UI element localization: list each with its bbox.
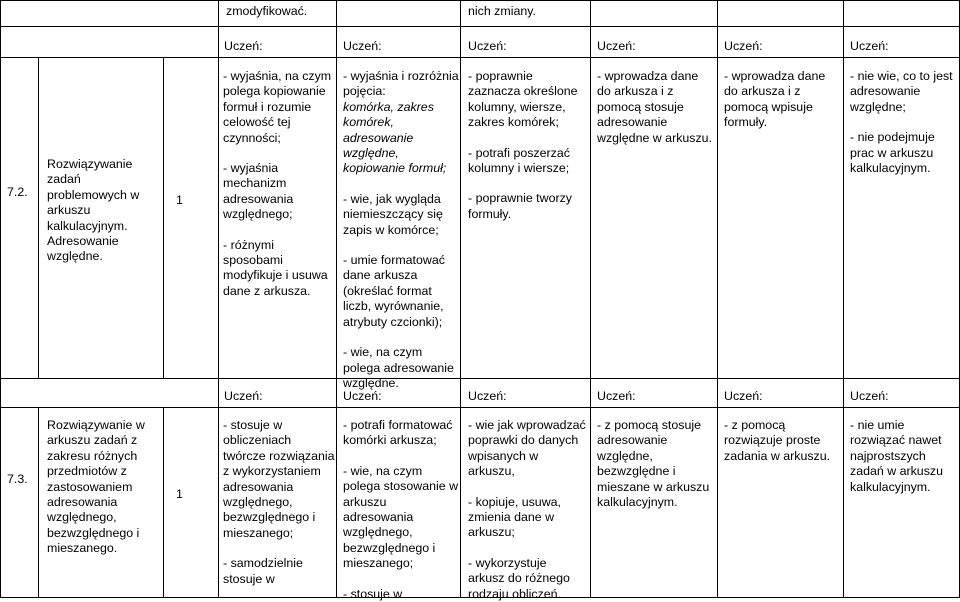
col-divider	[163, 407, 164, 598]
row-divider	[0, 407, 960, 408]
header-student: Uczeń:	[850, 39, 889, 53]
header-student: Uczeń:	[224, 389, 263, 403]
col-divider	[336, 0, 337, 598]
col-divider	[163, 57, 164, 378]
cell-paragraph: - umie formatować dane arkusza (określać format liczb, wyrównanie, atrybuty czcionki);	[343, 253, 445, 329]
cell-paragraph: - wykorzystuje arkusz do różnego rodzaju obliczeń.	[468, 555, 570, 601]
col-divider	[717, 0, 718, 598]
col-divider	[38, 57, 39, 378]
header-student: Uczeń:	[343, 389, 382, 403]
cell-paragraph: - wprowadza dane do arkusza i z pomocą wpisuje formuły.	[724, 69, 826, 130]
cell-paragraph: - wyjaśnia mechanizm adresowania względnego;	[223, 161, 294, 222]
row-divider	[0, 378, 960, 379]
row-divider	[0, 26, 960, 27]
cell-paragraph: - różnymi sposobami modyfikuje i usuwa dane z arkusza.	[223, 237, 328, 298]
header-student: Uczeń:	[597, 39, 636, 53]
cell-paragraph: - nie umie rozwiązać nawet najprostszych zadań w arkuszu kalkulacyjnym.	[850, 418, 943, 494]
row-number: 7.2.	[7, 185, 28, 199]
cell-col-f	[850, 69, 956, 176]
cell-paragraph: - samodzielnie stosuje w	[223, 556, 303, 586]
cell-paragraph: - wyjaśnia i rozróżnia pojęcia:	[343, 69, 459, 99]
cell-col-a	[223, 418, 335, 587]
top-row-text: nich zmiany.	[468, 4, 536, 18]
header-student: Uczeń:	[597, 389, 636, 403]
row-topic: Rozwiązywanie zadań problemowych w arkuszu kalkulacyjnym. Adresowanie względne.	[47, 157, 140, 264]
row-number: 7.3.	[7, 472, 28, 486]
cell-paragraph-italic: komórka, zakres komórek, adresowanie względne, kopiowanie formuł;	[343, 99, 447, 176]
header-student: Uczeń:	[724, 389, 763, 403]
row-hours: 1	[176, 487, 183, 501]
header-student: Uczeń:	[468, 389, 507, 403]
cell-paragraph: - z pomocą rozwiązuje proste zadania w arkuszu.	[724, 418, 831, 463]
header-student: Uczeń:	[850, 389, 889, 403]
cell-paragraph: - kopiuje, usuwa, zmienia dane w arkuszu;	[468, 494, 561, 540]
cell-col-b	[343, 418, 459, 602]
cell-paragraph: - stosuje w obliczeniach twórcze rozwiązania z wykorzystaniem adresowania względnego, bezwzględnego i mieszanego;	[223, 418, 335, 540]
cell-col-c	[468, 418, 586, 602]
cell-col-b	[343, 69, 459, 391]
cell-paragraph: - wie, na czym polega stosowanie w arkuszu adresowania względnego, bezwzględnego i mieszanego;	[343, 463, 459, 571]
cell-paragraph: - wie, na czym polega adresowanie względne.	[343, 345, 454, 390]
cell-col-d	[597, 418, 715, 510]
cell-col-c	[468, 69, 586, 222]
table-border-top	[0, 0, 960, 1]
cell-paragraph: - wprowadza dane do arkusza i z pomocą stosuje adresowanie względne w arkuszu.	[597, 69, 713, 145]
cell-paragraph: - poprawnie zaznacza określone kolumny, wiersze, zakres komórek;	[468, 69, 578, 130]
header-student: Uczeń:	[224, 39, 263, 53]
cell-col-f	[850, 418, 956, 495]
col-divider	[0, 0, 1, 598]
row-hours: 1	[176, 193, 183, 207]
cell-paragraph: - poprawnie tworzy formuły.	[468, 191, 572, 221]
cell-col-e	[724, 69, 840, 131]
cell-paragraph: - nie wie, co to jest adresowanie względne;	[850, 69, 953, 114]
cell-paragraph: - potrafi poszerzać kolumny i wiersze;	[468, 145, 570, 176]
col-divider	[38, 407, 39, 598]
cell-paragraph: - potrafi formatować komórki arkusza;	[343, 418, 453, 448]
col-divider	[590, 0, 591, 598]
header-student: Uczeń:	[343, 39, 382, 53]
col-divider	[843, 0, 844, 598]
top-row-text: zmodyfikować.	[226, 4, 308, 18]
header-student: Uczeń:	[468, 39, 507, 53]
header-student: Uczeń:	[724, 39, 763, 53]
cell-col-d	[597, 69, 715, 146]
cell-paragraph: - nie podejmuje prac w arkuszu kalkulacyjnym.	[850, 130, 935, 176]
cell-col-a	[223, 69, 335, 299]
cell-paragraph: - wyjaśnia, na czym polega kopiowanie formuł i rozumie celowość tej czynności;	[223, 69, 332, 145]
col-divider	[460, 0, 461, 598]
cell-paragraph: - stosuje w	[343, 586, 403, 601]
cell-col-e	[724, 418, 840, 464]
cell-paragraph: - z pomocą stosuje adresowanie względne, bezwzględne i mieszane w arkuszu kalkulacyjnym.	[597, 418, 710, 510]
cell-paragraph: - wie, jak wygląda niemieszczący się zapis w komórce;	[343, 191, 443, 237]
row-divider	[0, 57, 960, 58]
row-topic: Rozwiązywanie w arkuszu zadań z zakresu różnych przedmiotów z zastosowaniem adresowania względnego, bezwzględnego i mieszanego.	[47, 418, 145, 556]
cell-paragraph: - wie jak wprowadzać poprawki do danych wpisanych w arkuszu,	[468, 418, 586, 479]
col-divider	[218, 0, 219, 598]
